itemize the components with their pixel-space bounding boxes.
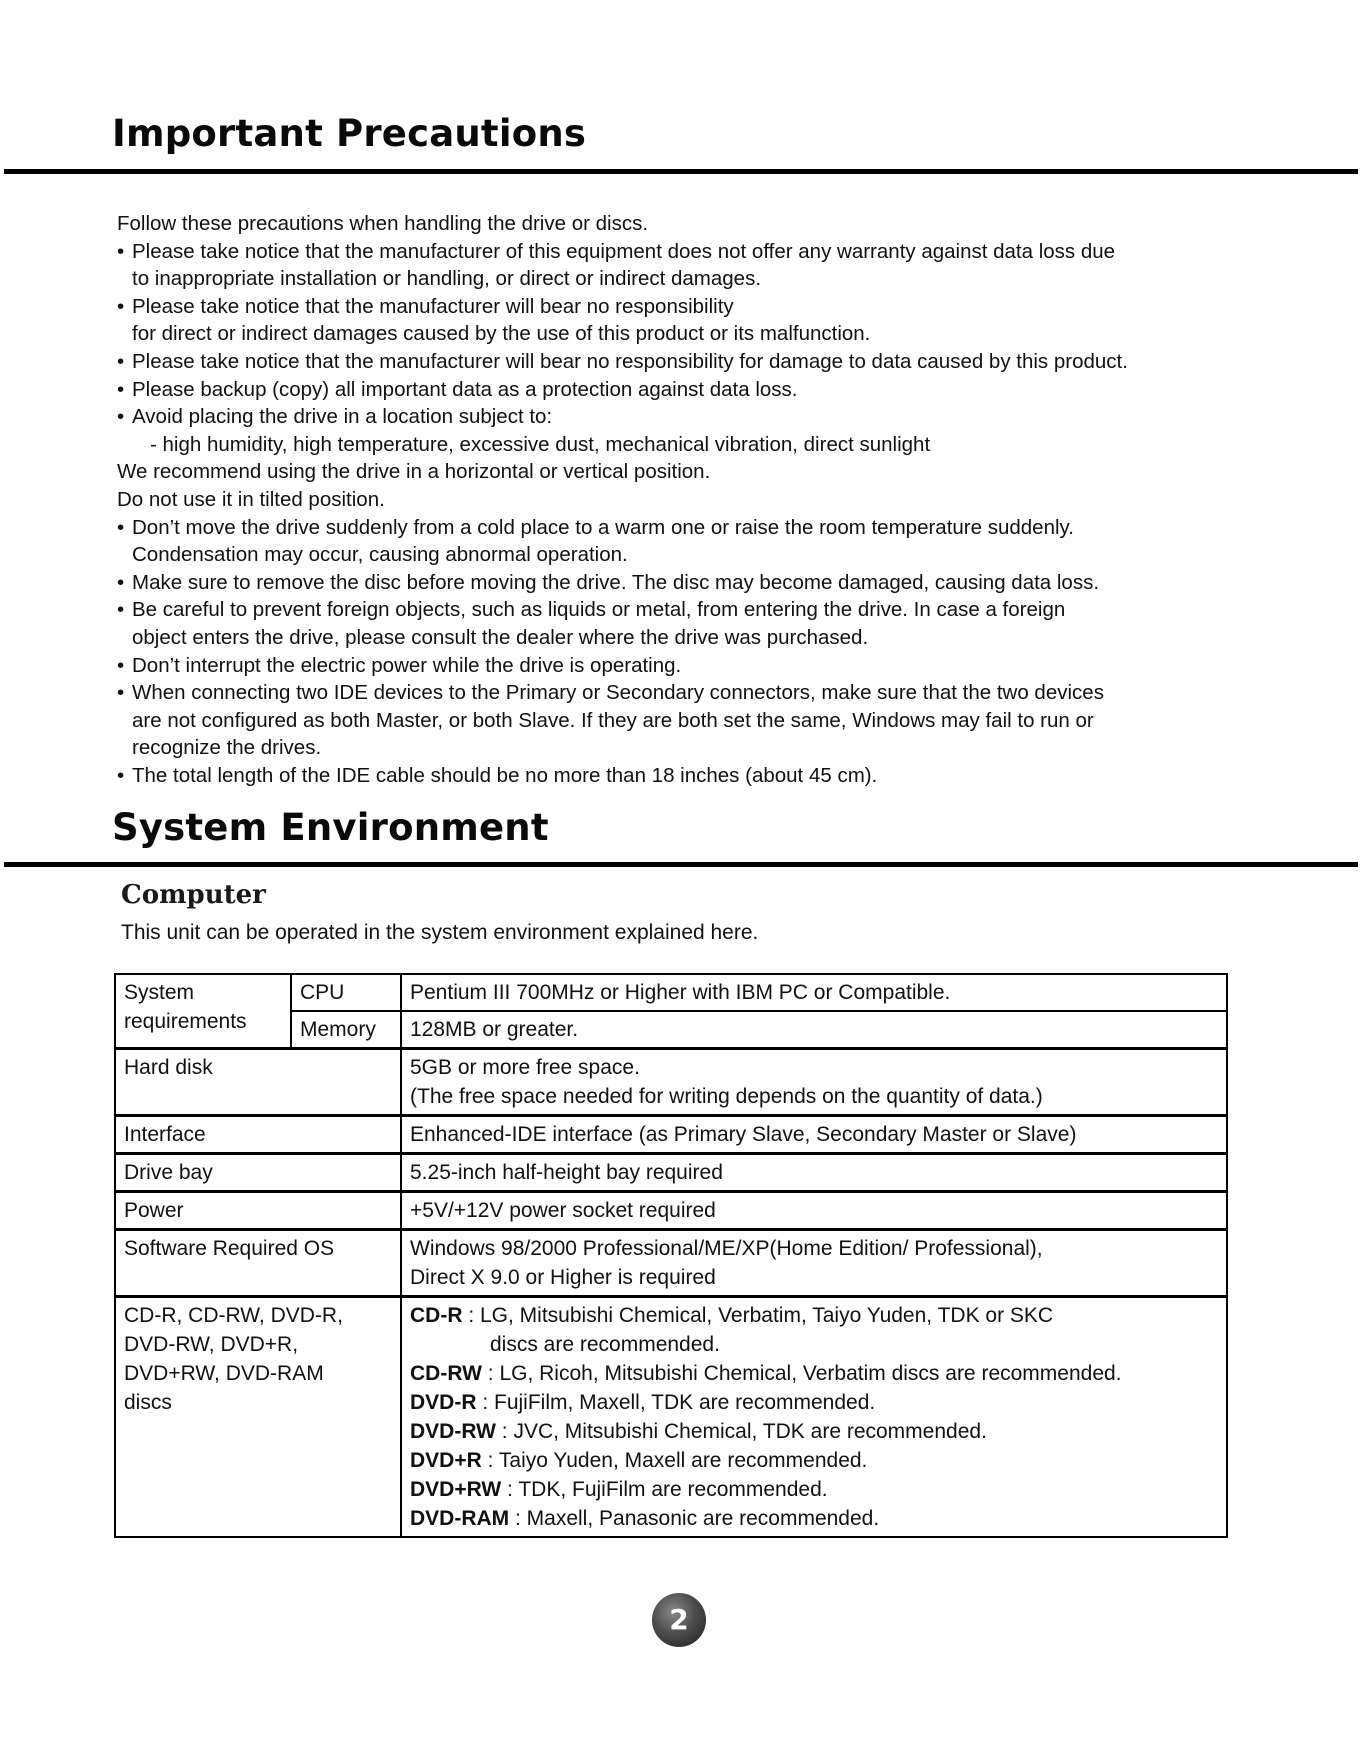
list-item	[117, 376, 1357, 404]
media-type: CD-R	[410, 1304, 463, 1327]
media-type: DVD-RAM	[410, 1507, 510, 1530]
sysreq-label-cell	[115, 974, 291, 1049]
table-row	[115, 1049, 1227, 1116]
media-label-line: CD-R, CD-RW, DVD-R,	[124, 1304, 343, 1327]
media-label	[115, 1297, 401, 1538]
list-item	[117, 596, 1357, 651]
list-item-line: • Please take notice that the manufacturer will bear no responsibility	[132, 294, 734, 318]
list-item-line: for direct or indirect damages caused by the use of this product or its malfunction.	[132, 322, 871, 346]
media-type: DVD-R	[410, 1391, 477, 1414]
drivebay-label: Drive bay	[115, 1154, 401, 1192]
memory-label: Memory	[291, 1011, 401, 1049]
interface-label: Interface	[115, 1116, 401, 1154]
sysreq-label: System	[124, 981, 195, 1004]
list-item	[117, 569, 1357, 597]
os-value-line: Windows 98/2000 Professional/ME/XP(Home Edition/ Professional),	[410, 1237, 1043, 1260]
interface-value: Enhanced-IDE interface (as Primary Slave, Secondary Master or Slave)	[401, 1116, 1227, 1154]
tilted-text: Do not use it in tilted position.	[117, 487, 385, 511]
media-value	[401, 1297, 1227, 1538]
media-text: : Taiyo Yuden, Maxell are recommended.	[481, 1449, 868, 1472]
precautions-intro: Follow these precautions when handling the drive or discs.	[117, 212, 649, 235]
list-item-line: are not configured as both Master, or both Slave. If they are both set the same, Windows may fail to run or	[132, 708, 1094, 732]
list-item-line: • Please take notice that the manufacturer of this equipment does not offer any warranty against data loss due	[132, 239, 1116, 263]
drivebay-value: 5.25-inch half-height bay required	[401, 1154, 1227, 1192]
list-item-line: • Please take notice that the manufacturer will bear no responsibility for damage to data caused by this product.	[132, 349, 1128, 373]
list-item-line: • Please backup (copy) all important data as a protection against data loss.	[132, 377, 798, 401]
table-row	[115, 1230, 1227, 1297]
table-row	[115, 974, 1227, 1011]
media-label-line: discs	[124, 1391, 172, 1414]
power-value: +5V/+12V power socket required	[401, 1192, 1227, 1230]
list-item-line: Condensation may occur, causing abnormal operation.	[132, 543, 628, 567]
computer-subheading: Computer	[121, 880, 266, 910]
system-requirements-table	[114, 973, 1228, 1538]
list-item	[117, 514, 1357, 569]
list-item-line: • Don’t interrupt the electric power while the drive is operating.	[132, 653, 682, 677]
media-text: : FujiFilm, Maxell, TDK are recommended.	[476, 1391, 876, 1414]
table-row	[115, 1116, 1227, 1154]
media-text: : LG, Mitsubishi Chemical, Verbatim, Taiyo Yuden, TDK or SKC	[462, 1304, 1054, 1327]
list-item	[117, 762, 1357, 790]
media-item	[410, 1504, 1218, 1533]
list-item-line: • Avoid placing the drive in a location subject to:	[132, 405, 553, 429]
media-type: DVD+R	[410, 1449, 482, 1472]
list-item-line: object enters the drive, please consult the dealer where the drive was purchased.	[132, 625, 869, 649]
precautions-heading: Important Precautions	[112, 112, 587, 155]
harddisk-value	[401, 1049, 1227, 1116]
list-item	[117, 293, 1357, 348]
media-type: DVD-RW	[410, 1420, 496, 1443]
page-number-badge: 2	[652, 1593, 706, 1647]
list-item	[117, 679, 1357, 762]
precautions-list	[117, 210, 1357, 789]
media-item	[410, 1301, 1218, 1330]
cpu-value: Pentium III 700MHz or Higher with IBM PC or Compatible.	[401, 974, 1227, 1011]
list-item	[117, 403, 1357, 458]
list-subitem: - high humidity, high temperature, excessive dust, mechanical vibration, direct sunlight	[150, 432, 931, 456]
media-type: CD-RW	[410, 1362, 482, 1385]
list-item-line: • When connecting two IDE devices to the Primary or Secondary connectors, make sure that the two devices	[132, 681, 1104, 705]
table-row	[115, 1154, 1227, 1192]
media-text: : LG, Ricoh, Mitsubishi Chemical, Verbatim discs are recommended.	[481, 1362, 1122, 1385]
list-item	[117, 652, 1357, 680]
list-item-line: recognize the drives.	[132, 736, 322, 760]
memory-value: 128MB or greater.	[401, 1011, 1227, 1049]
media-label-line: DVD-RW, DVD+R,	[124, 1333, 299, 1356]
media-text: : JVC, Mitsubishi Chemical, TDK are recommended.	[495, 1420, 987, 1443]
harddisk-value-line: (The free space needed for writing depends on the quantity of data.)	[410, 1085, 1043, 1108]
media-text: : TDK, FujiFilm are recommended.	[501, 1478, 828, 1501]
table-row	[115, 1297, 1227, 1538]
media-item	[410, 1417, 1218, 1446]
sysreq-label: requirements	[124, 1010, 247, 1033]
harddisk-label: Hard disk	[115, 1049, 401, 1116]
os-value-line: Direct X 9.0 or Higher is required	[410, 1266, 716, 1289]
harddisk-value-line: 5GB or more free space.	[410, 1056, 640, 1079]
list-item-line: to inappropriate installation or handling, or direct or indirect damages.	[132, 267, 762, 291]
table-row	[115, 1192, 1227, 1230]
computer-intro: This unit can be operated in the system environment explained here.	[121, 921, 759, 944]
environment-heading: System Environment	[112, 806, 549, 849]
os-label: Software Required OS	[115, 1230, 401, 1297]
heading-rule	[4, 862, 1358, 867]
media-item	[410, 1359, 1218, 1388]
list-item-line: • Don’t move the drive suddenly from a cold place to a warm one or raise the room temperature suddenly.	[132, 515, 1074, 539]
heading-rule	[4, 169, 1358, 174]
power-label: Power	[115, 1192, 401, 1230]
list-item-line: • Be careful to prevent foreign objects, such as liquids or metal, from entering the drive. In case a foreign	[132, 598, 1066, 622]
list-item	[117, 238, 1357, 293]
recommend-text: We recommend using the drive in a horizontal or vertical position.	[117, 460, 711, 484]
list-item-line: • Make sure to remove the disc before moving the drive. The disc may become damaged, causing data loss.	[132, 570, 1100, 594]
list-item-line: • The total length of the IDE cable should be no more than 18 inches (about 45 cm).	[132, 763, 878, 787]
media-item	[410, 1446, 1218, 1475]
media-type: DVD+RW	[410, 1478, 502, 1501]
media-item	[410, 1388, 1218, 1417]
media-item-cont: discs are recommended.	[490, 1333, 720, 1356]
media-text: : Maxell, Panasonic are recommended.	[509, 1507, 880, 1530]
list-item	[117, 348, 1357, 376]
media-label-line: DVD+RW, DVD-RAM	[124, 1362, 324, 1385]
media-item	[410, 1475, 1218, 1504]
cpu-label: CPU	[291, 974, 401, 1011]
os-value	[401, 1230, 1227, 1297]
